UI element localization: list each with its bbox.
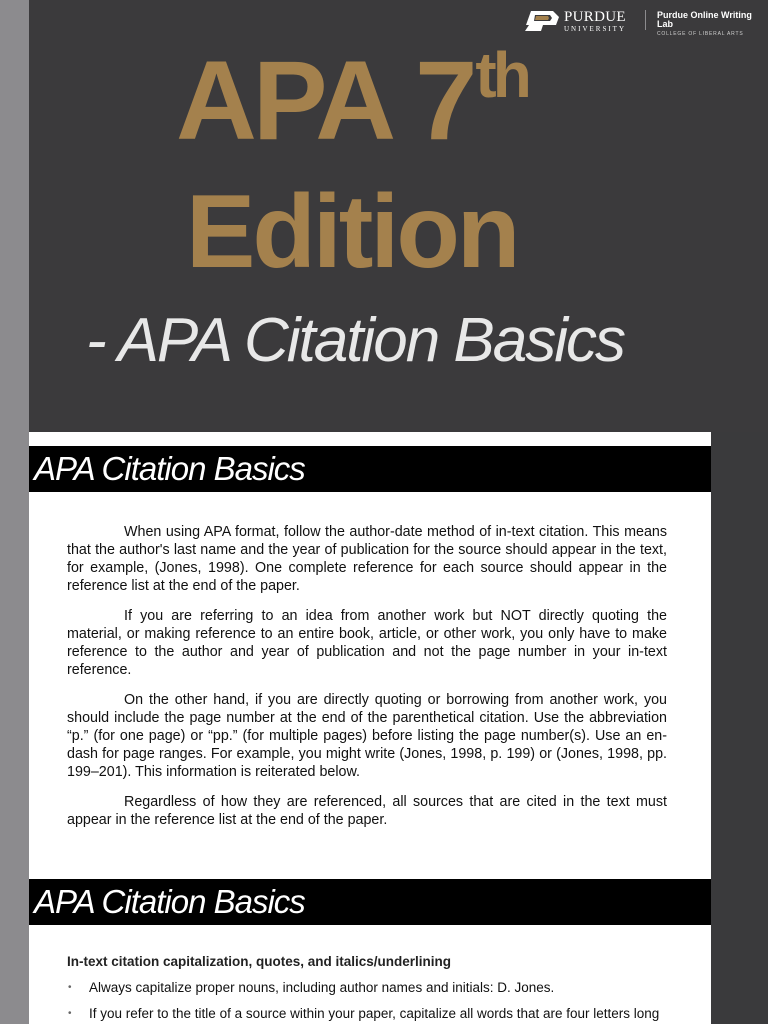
owl-college: COLLEGE OF LIBERAL ARTS [657,31,744,37]
slide-right-bar [711,865,768,1024]
slide-left-bar [0,432,29,865]
purdue-logo [523,7,626,35]
university-name: PURDUE [564,8,626,25]
paragraph: When using APA format, follow the author-date method of in-text citation. This means that the author's last name and the year of publication for the source should appear in the text, for example, (Jones, 1998). One complete reference for each source should appear in the reference list at the end of the paper. [67,524,667,594]
slide-right-bar [711,432,768,865]
title-superscript: th [475,39,528,111]
slide-subtitle: - APA Citation Basics [86,306,625,375]
slide-heading: APA Citation Basics [29,446,711,492]
slide-left-bar [0,865,29,1024]
university-label: UNIVERSITY [564,24,626,33]
section-subheading: In-text citation capitalization, quotes, and italics/underlining [67,954,452,969]
title-slide-left-strip [0,0,29,432]
slide-title [176,38,528,163]
title-main: APA 7 [176,38,474,163]
bullet-list [67,979,677,1024]
paragraph: If you are referring to an idea from another work but NOT directly quoting the material, or making reference to an entire book, article, or other work, you only have to make reference to the author and year of publication and not the page number in your in-text reference. [67,608,667,678]
title-edition: Edition [186,174,518,290]
owl-name: Purdue Online Writing Lab [657,10,752,29]
bullet-item: • If you refer to the title of a source within your paper, capitalize all words that are four letters long [67,1005,677,1023]
title-slide [0,0,768,432]
content-slide-1 [0,432,768,865]
paragraph: On the other hand, if you are directly quoting or borrowing from another work, you should include the page number at the end of the parenthetical citation. Use the abbreviation “p.” (for one page) or “pp.” (for multiple pages) before listing the page number(s). Use an en-dash for page ranges. For example, you might write (Jones, 1998, p. 199) or (Jones, 1998, pp. 199–201). This information is reiterated below. [67,692,667,780]
owl-logo [657,11,768,37]
paragraph: Regardless of how they are referenced, all sources that are cited in the text must appear in the reference list at the end of the paper. [67,794,667,828]
purdue-wordmark [564,10,626,33]
purdue-p-icon [523,9,561,33]
logo-divider [645,10,646,30]
content-slide-2 [0,865,768,1024]
slide-body [67,523,667,841]
slide-heading: APA Citation Basics [29,879,711,925]
bullet-item: • Always capitalize proper nouns, including author names and initials: D. Jones. [67,979,677,997]
